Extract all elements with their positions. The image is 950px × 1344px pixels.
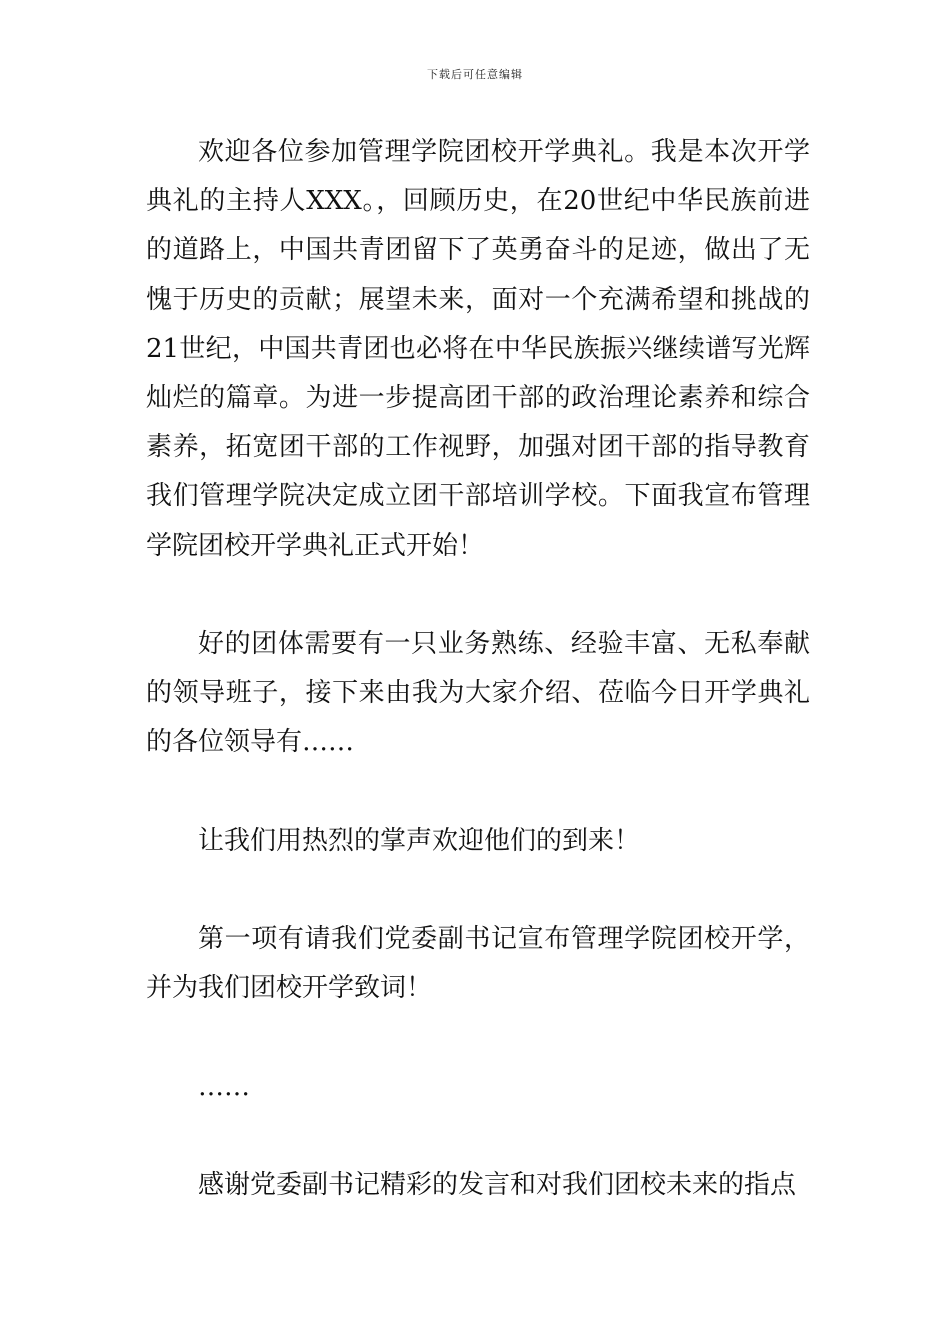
document-body xyxy=(146,128,810,1210)
paragraph-applause: 让我们用热烈的掌声欢迎他们的到来！ xyxy=(198,825,641,856)
paragraph-leaders-intro: 好的团体需要有一只业务熟练、经验丰富、无私奉献的领导班子，接下来由我为大家介绍、莅临今日开学典礼的各位领导有…… xyxy=(146,629,810,758)
paragraph-first-item: 第一项有请我们党委副书记宣布管理学院团校开学，并为我们团校开学致词！ xyxy=(146,924,810,1004)
paragraph-opening: 欢迎各位参加管理学院团校开学典礼。我是本次开学典礼的主持人XXX。，回顾历史，在20世纪中华民族前进的道路上，中国共青团留下了英勇奋斗的足迹，做出了无愧于历史的贡献；展望未来，面对一个充满希望和挑战的21世纪，中国共青团也必将在中华民族振兴继续谱写光辉灿烂的篇章。为进一步提高团干部的政治理论素养和综合素养，拓宽团干部的工作视野，加强对团干部的指导教育我们管理学院决定成立团干部培训学校。下面我宣布管理学院团校开学典礼正式开始！ xyxy=(146,137,810,561)
page-header-note: 下载后可任意编辑 xyxy=(427,68,523,81)
paragraph-thanks: 感谢党委副书记精彩的发言和对我们团校未来的指点 xyxy=(198,1170,797,1201)
paragraph-ellipsis: …… xyxy=(198,1071,250,1102)
